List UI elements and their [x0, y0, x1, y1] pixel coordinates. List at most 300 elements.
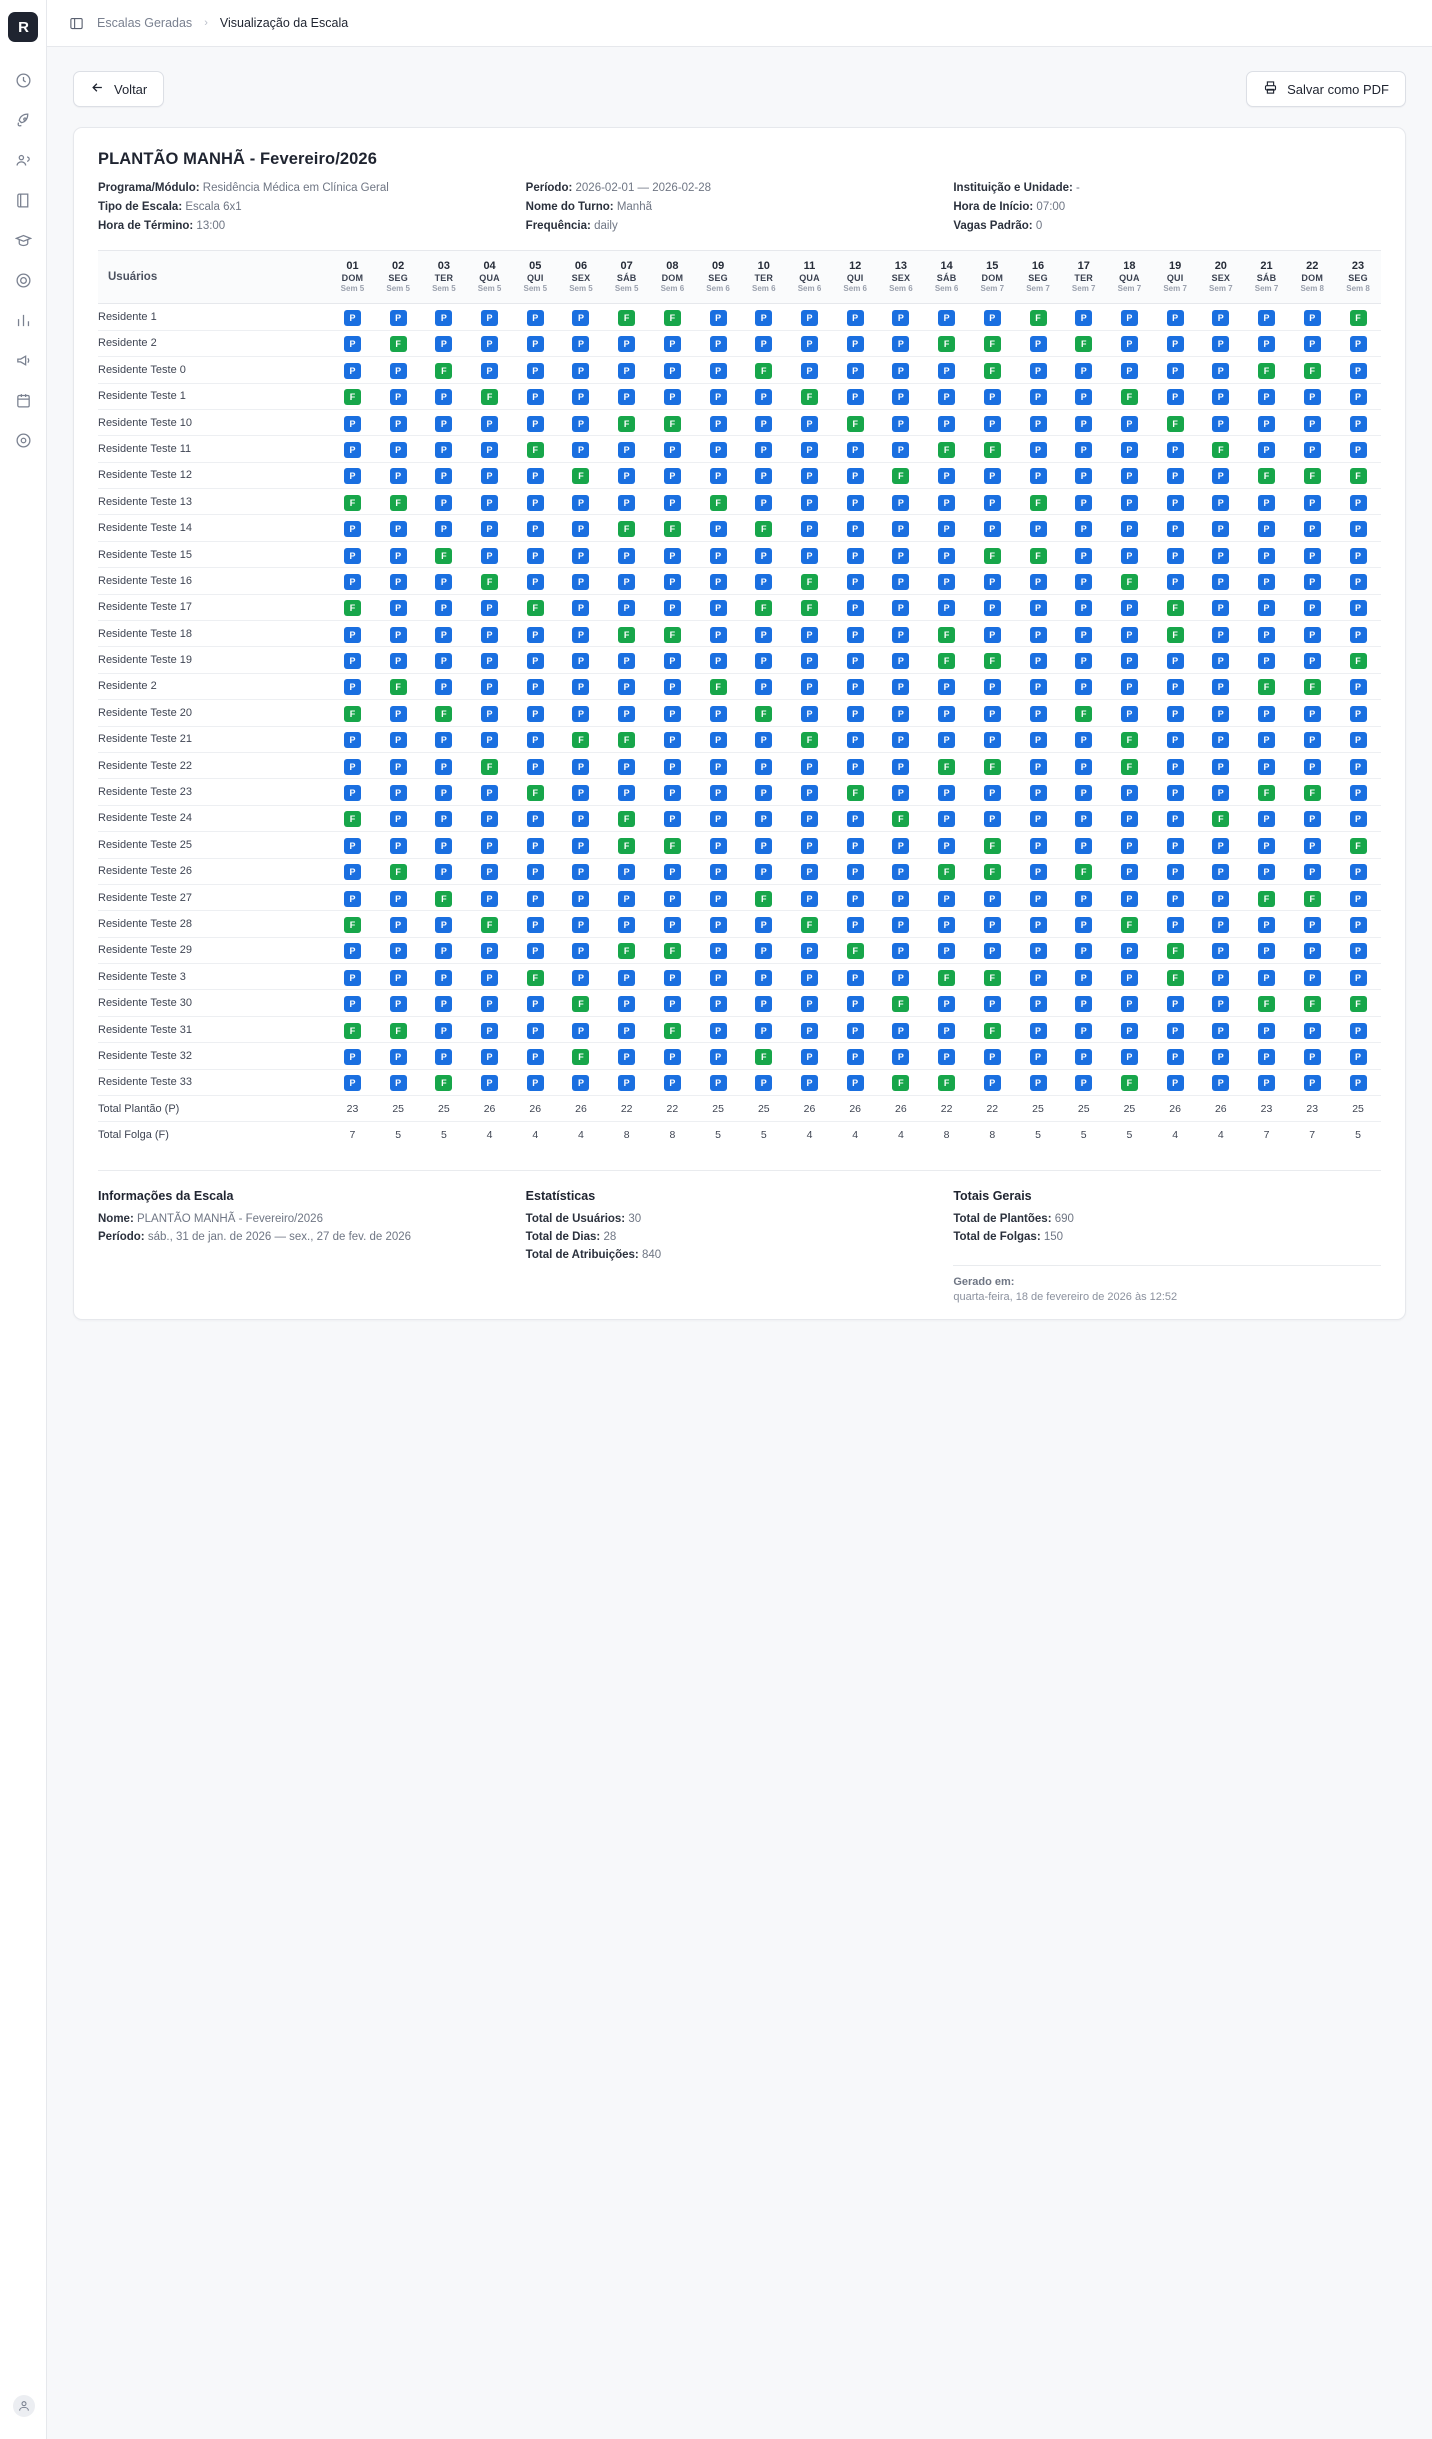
assignment-cell[interactable]: [330, 621, 376, 647]
assignment-cell[interactable]: [421, 964, 467, 990]
assignment-cell[interactable]: [558, 1016, 604, 1042]
assignment-cell[interactable]: [1198, 489, 1244, 515]
assignment-cell[interactable]: [330, 726, 376, 752]
assignment-cell[interactable]: [421, 1016, 467, 1042]
assignment-cell[interactable]: [558, 911, 604, 937]
assignment-cell[interactable]: [558, 858, 604, 884]
assignment-cell[interactable]: [558, 330, 604, 356]
assignment-cell[interactable]: [1289, 805, 1335, 831]
assignment-cell[interactable]: [787, 489, 833, 515]
assignment-cell[interactable]: [1107, 673, 1153, 699]
assignment-cell[interactable]: [969, 700, 1015, 726]
assignment-cell[interactable]: [1244, 805, 1290, 831]
assignment-cell[interactable]: [1107, 752, 1153, 778]
assignment-cell[interactable]: [1198, 621, 1244, 647]
assignment-cell[interactable]: [604, 779, 650, 805]
assignment-cell[interactable]: [695, 1043, 741, 1069]
target-icon[interactable]: [11, 268, 35, 292]
assignment-cell[interactable]: [1061, 568, 1107, 594]
assignment-cell[interactable]: [558, 515, 604, 541]
assignment-cell[interactable]: [467, 911, 513, 937]
assignment-cell[interactable]: [1152, 462, 1198, 488]
assignment-cell[interactable]: [1107, 1016, 1153, 1042]
assignment-cell[interactable]: [558, 832, 604, 858]
assignment-cell[interactable]: [969, 1069, 1015, 1095]
assignment-cell[interactable]: [421, 594, 467, 620]
assignment-cell[interactable]: [421, 726, 467, 752]
assignment-cell[interactable]: [695, 911, 741, 937]
assignment-cell[interactable]: [558, 937, 604, 963]
assignment-cell[interactable]: [375, 779, 421, 805]
assignment-cell[interactable]: [1335, 304, 1381, 330]
assignment-cell[interactable]: [1061, 383, 1107, 409]
assignment-cell[interactable]: [604, 383, 650, 409]
assignment-cell[interactable]: [924, 937, 970, 963]
assignment-cell[interactable]: [1107, 621, 1153, 647]
assignment-cell[interactable]: [969, 594, 1015, 620]
assignment-cell[interactable]: [1244, 436, 1290, 462]
assignment-cell[interactable]: [1152, 568, 1198, 594]
assignment-cell[interactable]: [604, 805, 650, 831]
assignment-cell[interactable]: [558, 673, 604, 699]
assignment-cell[interactable]: [1198, 568, 1244, 594]
assignment-cell[interactable]: [787, 884, 833, 910]
assignment-cell[interactable]: [1061, 673, 1107, 699]
assignment-cell[interactable]: [650, 858, 696, 884]
assignment-cell[interactable]: [1335, 1069, 1381, 1095]
assignment-cell[interactable]: [467, 832, 513, 858]
assignment-cell[interactable]: [1015, 330, 1061, 356]
assignment-cell[interactable]: [924, 1069, 970, 1095]
assignment-cell[interactable]: [467, 462, 513, 488]
assignment-cell[interactable]: [330, 673, 376, 699]
assignment-cell[interactable]: [604, 409, 650, 435]
assignment-cell[interactable]: [832, 330, 878, 356]
assignment-cell[interactable]: [1244, 594, 1290, 620]
assignment-cell[interactable]: [878, 304, 924, 330]
assignment-cell[interactable]: [558, 964, 604, 990]
assignment-cell[interactable]: [558, 489, 604, 515]
assignment-cell[interactable]: [467, 779, 513, 805]
assignment-cell[interactable]: [421, 911, 467, 937]
assignment-cell[interactable]: [1335, 911, 1381, 937]
assignment-cell[interactable]: [512, 436, 558, 462]
assignment-cell[interactable]: [878, 752, 924, 778]
assignment-cell[interactable]: [1152, 436, 1198, 462]
assignment-cell[interactable]: [650, 330, 696, 356]
assignment-cell[interactable]: [375, 357, 421, 383]
assignment-cell[interactable]: [650, 647, 696, 673]
assignment-cell[interactable]: [330, 990, 376, 1016]
assignment-cell[interactable]: [650, 568, 696, 594]
assignment-cell[interactable]: [1107, 964, 1153, 990]
assignment-cell[interactable]: [1289, 700, 1335, 726]
assignment-cell[interactable]: [1289, 990, 1335, 1016]
assignment-cell[interactable]: [1152, 726, 1198, 752]
assignment-cell[interactable]: [787, 1016, 833, 1042]
assignment-cell[interactable]: [375, 594, 421, 620]
assignment-cell[interactable]: [1015, 304, 1061, 330]
assignment-cell[interactable]: [1244, 937, 1290, 963]
assignment-cell[interactable]: [741, 1069, 787, 1095]
assignment-cell[interactable]: [1289, 1016, 1335, 1042]
assignment-cell[interactable]: [695, 858, 741, 884]
assignment-cell[interactable]: [330, 330, 376, 356]
assignment-cell[interactable]: [650, 911, 696, 937]
assignment-cell[interactable]: [604, 990, 650, 1016]
app-logo[interactable]: R: [8, 12, 38, 42]
assignment-cell[interactable]: [741, 489, 787, 515]
assignment-cell[interactable]: [512, 726, 558, 752]
assignment-cell[interactable]: [467, 726, 513, 752]
assignment-cell[interactable]: [512, 489, 558, 515]
assignment-cell[interactable]: [1015, 357, 1061, 383]
assignment-cell[interactable]: [924, 515, 970, 541]
assignment-cell[interactable]: [604, 462, 650, 488]
assignment-cell[interactable]: [1289, 726, 1335, 752]
assignment-cell[interactable]: [467, 357, 513, 383]
assignment-cell[interactable]: [421, 647, 467, 673]
assignment-cell[interactable]: [1152, 779, 1198, 805]
assignment-cell[interactable]: [1015, 1069, 1061, 1095]
assignment-cell[interactable]: [1289, 647, 1335, 673]
assignment-cell[interactable]: [1244, 726, 1290, 752]
assignment-cell[interactable]: [1015, 752, 1061, 778]
assignment-cell[interactable]: [1244, 357, 1290, 383]
assignment-cell[interactable]: [1289, 436, 1335, 462]
assignment-cell[interactable]: [695, 436, 741, 462]
assignment-cell[interactable]: [741, 726, 787, 752]
assignment-cell[interactable]: [1289, 568, 1335, 594]
assignment-cell[interactable]: [558, 409, 604, 435]
assignment-cell[interactable]: [695, 884, 741, 910]
assignment-cell[interactable]: [375, 621, 421, 647]
assignment-cell[interactable]: [1244, 752, 1290, 778]
assignment-cell[interactable]: [741, 357, 787, 383]
assignment-cell[interactable]: [832, 1016, 878, 1042]
assignment-cell[interactable]: [969, 568, 1015, 594]
assignment-cell[interactable]: [1061, 357, 1107, 383]
assignment-cell[interactable]: [695, 990, 741, 1016]
assignment-cell[interactable]: [695, 647, 741, 673]
assignment-cell[interactable]: [878, 594, 924, 620]
assignment-cell[interactable]: [650, 304, 696, 330]
assignment-cell[interactable]: [741, 515, 787, 541]
assignment-cell[interactable]: [969, 832, 1015, 858]
assignment-cell[interactable]: [787, 752, 833, 778]
assignment-cell[interactable]: [375, 937, 421, 963]
assignment-cell[interactable]: [512, 937, 558, 963]
assignment-cell[interactable]: [330, 383, 376, 409]
assignment-cell[interactable]: [604, 1043, 650, 1069]
assignment-cell[interactable]: [1198, 462, 1244, 488]
assignment-cell[interactable]: [924, 858, 970, 884]
assignment-cell[interactable]: [787, 568, 833, 594]
assignment-cell[interactable]: [695, 304, 741, 330]
assignment-cell[interactable]: [741, 990, 787, 1016]
assignment-cell[interactable]: [695, 594, 741, 620]
assignment-cell[interactable]: [741, 752, 787, 778]
panel-toggle-icon[interactable]: [67, 14, 85, 32]
assignment-cell[interactable]: [1198, 541, 1244, 567]
assignment-cell[interactable]: [1152, 1069, 1198, 1095]
assignment-cell[interactable]: [650, 489, 696, 515]
assignment-cell[interactable]: [330, 752, 376, 778]
assignment-cell[interactable]: [604, 568, 650, 594]
assignment-cell[interactable]: [330, 489, 376, 515]
assignment-cell[interactable]: [1335, 357, 1381, 383]
assignment-cell[interactable]: [1198, 779, 1244, 805]
assignment-cell[interactable]: [1015, 911, 1061, 937]
assignment-cell[interactable]: [558, 568, 604, 594]
assignment-cell[interactable]: [1107, 832, 1153, 858]
assignment-cell[interactable]: [695, 330, 741, 356]
assignment-cell[interactable]: [421, 304, 467, 330]
assignment-cell[interactable]: [375, 436, 421, 462]
assignment-cell[interactable]: [695, 726, 741, 752]
assignment-cell[interactable]: [1107, 990, 1153, 1016]
assignment-cell[interactable]: [695, 541, 741, 567]
users-icon[interactable]: [11, 148, 35, 172]
assignment-cell[interactable]: [1061, 489, 1107, 515]
assignment-cell[interactable]: [1289, 884, 1335, 910]
assignment-cell[interactable]: [330, 964, 376, 990]
assignment-cell[interactable]: [467, 489, 513, 515]
assignment-cell[interactable]: [1198, 436, 1244, 462]
assignment-cell[interactable]: [832, 752, 878, 778]
assignment-cell[interactable]: [878, 911, 924, 937]
assignment-cell[interactable]: [1335, 409, 1381, 435]
assignment-cell[interactable]: [558, 357, 604, 383]
assignment-cell[interactable]: [741, 700, 787, 726]
assignment-cell[interactable]: [1198, 357, 1244, 383]
assignment-cell[interactable]: [924, 489, 970, 515]
assignment-cell[interactable]: [787, 1043, 833, 1069]
user-avatar-icon[interactable]: [13, 2395, 35, 2417]
assignment-cell[interactable]: [741, 541, 787, 567]
assignment-cell[interactable]: [787, 621, 833, 647]
assignment-cell[interactable]: [375, 1069, 421, 1095]
assignment-cell[interactable]: [787, 541, 833, 567]
assignment-cell[interactable]: [878, 1069, 924, 1095]
assignment-cell[interactable]: [695, 409, 741, 435]
assignment-cell[interactable]: [375, 1016, 421, 1042]
assignment-cell[interactable]: [1107, 911, 1153, 937]
assignment-cell[interactable]: [330, 911, 376, 937]
assignment-cell[interactable]: [832, 700, 878, 726]
assignment-cell[interactable]: [878, 937, 924, 963]
assignment-cell[interactable]: [330, 304, 376, 330]
assignment-cell[interactable]: [969, 858, 1015, 884]
assignment-cell[interactable]: [512, 541, 558, 567]
assignment-cell[interactable]: [1152, 383, 1198, 409]
assignment-cell[interactable]: [969, 726, 1015, 752]
assignment-cell[interactable]: [832, 858, 878, 884]
settings-circle-icon[interactable]: [11, 428, 35, 452]
assignment-cell[interactable]: [375, 568, 421, 594]
assignment-cell[interactable]: [467, 568, 513, 594]
assignment-cell[interactable]: [741, 647, 787, 673]
assignment-cell[interactable]: [878, 489, 924, 515]
assignment-cell[interactable]: [467, 964, 513, 990]
assignment-cell[interactable]: [1152, 752, 1198, 778]
assignment-cell[interactable]: [1244, 383, 1290, 409]
assignment-cell[interactable]: [1015, 647, 1061, 673]
assignment-cell[interactable]: [1107, 937, 1153, 963]
assignment-cell[interactable]: [650, 726, 696, 752]
assignment-cell[interactable]: [421, 752, 467, 778]
assignment-cell[interactable]: [832, 568, 878, 594]
assignment-cell[interactable]: [1335, 594, 1381, 620]
assignment-cell[interactable]: [558, 541, 604, 567]
assignment-cell[interactable]: [787, 964, 833, 990]
assignment-cell[interactable]: [1244, 1043, 1290, 1069]
assignment-cell[interactable]: [924, 330, 970, 356]
assignment-cell[interactable]: [832, 462, 878, 488]
assignment-cell[interactable]: [1198, 383, 1244, 409]
assignment-cell[interactable]: [924, 805, 970, 831]
assignment-cell[interactable]: [787, 515, 833, 541]
assignment-cell[interactable]: [1015, 436, 1061, 462]
assignment-cell[interactable]: [1061, 1016, 1107, 1042]
assignment-cell[interactable]: [695, 515, 741, 541]
assignment-cell[interactable]: [604, 541, 650, 567]
assignment-cell[interactable]: [1244, 858, 1290, 884]
assignment-cell[interactable]: [1107, 436, 1153, 462]
assignment-cell[interactable]: [650, 673, 696, 699]
assignment-cell[interactable]: [787, 911, 833, 937]
assignment-cell[interactable]: [695, 357, 741, 383]
assignment-cell[interactable]: [512, 515, 558, 541]
assignment-cell[interactable]: [1289, 489, 1335, 515]
assignment-cell[interactable]: [878, 1016, 924, 1042]
assignment-cell[interactable]: [832, 884, 878, 910]
assignment-cell[interactable]: [1152, 1016, 1198, 1042]
assignment-cell[interactable]: [1198, 964, 1244, 990]
assignment-cell[interactable]: [512, 858, 558, 884]
assignment-cell[interactable]: [375, 726, 421, 752]
assignment-cell[interactable]: [467, 937, 513, 963]
assignment-cell[interactable]: [1335, 832, 1381, 858]
assignment-cell[interactable]: [1335, 752, 1381, 778]
assignment-cell[interactable]: [650, 515, 696, 541]
assignment-cell[interactable]: [512, 357, 558, 383]
assignment-cell[interactable]: [695, 752, 741, 778]
assignment-cell[interactable]: [1107, 700, 1153, 726]
assignment-cell[interactable]: [467, 594, 513, 620]
assignment-cell[interactable]: [1061, 884, 1107, 910]
assignment-cell[interactable]: [1061, 700, 1107, 726]
assignment-cell[interactable]: [1107, 884, 1153, 910]
assignment-cell[interactable]: [330, 462, 376, 488]
assignment-cell[interactable]: [878, 726, 924, 752]
assignment-cell[interactable]: [1289, 858, 1335, 884]
assignment-cell[interactable]: [924, 779, 970, 805]
assignment-cell[interactable]: [1061, 937, 1107, 963]
assignment-cell[interactable]: [1152, 858, 1198, 884]
assignment-cell[interactable]: [1015, 568, 1061, 594]
assignment-cell[interactable]: [924, 700, 970, 726]
assignment-cell[interactable]: [878, 357, 924, 383]
assignment-cell[interactable]: [832, 805, 878, 831]
assignment-cell[interactable]: [1244, 911, 1290, 937]
assignment-cell[interactable]: [878, 436, 924, 462]
assignment-cell[interactable]: [741, 673, 787, 699]
assignment-cell[interactable]: [512, 673, 558, 699]
assignment-cell[interactable]: [467, 383, 513, 409]
assignment-cell[interactable]: [1107, 647, 1153, 673]
assignment-cell[interactable]: [878, 647, 924, 673]
assignment-cell[interactable]: [1015, 594, 1061, 620]
assignment-cell[interactable]: [512, 805, 558, 831]
assignment-cell[interactable]: [1244, 541, 1290, 567]
assignment-cell[interactable]: [421, 330, 467, 356]
assignment-cell[interactable]: [512, 832, 558, 858]
assignment-cell[interactable]: [1061, 462, 1107, 488]
assignment-cell[interactable]: [604, 330, 650, 356]
assignment-cell[interactable]: [512, 304, 558, 330]
assignment-cell[interactable]: [878, 1043, 924, 1069]
assignment-cell[interactable]: [1198, 647, 1244, 673]
save-as-pdf-button[interactable]: [1246, 71, 1406, 107]
assignment-cell[interactable]: [558, 884, 604, 910]
assignment-cell[interactable]: [467, 330, 513, 356]
assignment-cell[interactable]: [1107, 594, 1153, 620]
assignment-cell[interactable]: [512, 911, 558, 937]
assignment-cell[interactable]: [421, 937, 467, 963]
assignment-cell[interactable]: [1198, 594, 1244, 620]
assignment-cell[interactable]: [1198, 858, 1244, 884]
assignment-cell[interactable]: [421, 436, 467, 462]
assignment-cell[interactable]: [512, 330, 558, 356]
assignment-cell[interactable]: [1107, 330, 1153, 356]
assignment-cell[interactable]: [1244, 1069, 1290, 1095]
assignment-cell[interactable]: [969, 357, 1015, 383]
assignment-cell[interactable]: [1289, 594, 1335, 620]
assignment-cell[interactable]: [467, 884, 513, 910]
assignment-cell[interactable]: [330, 515, 376, 541]
assignment-cell[interactable]: [604, 937, 650, 963]
assignment-cell[interactable]: [604, 1069, 650, 1095]
assignment-cell[interactable]: [604, 964, 650, 990]
assignment-cell[interactable]: [604, 726, 650, 752]
assignment-cell[interactable]: [650, 779, 696, 805]
graduation-cap-icon[interactable]: [11, 228, 35, 252]
assignment-cell[interactable]: [421, 515, 467, 541]
assignment-cell[interactable]: [1107, 383, 1153, 409]
assignment-cell[interactable]: [878, 700, 924, 726]
assignment-cell[interactable]: [604, 832, 650, 858]
assignment-cell[interactable]: [832, 489, 878, 515]
assignment-cell[interactable]: [787, 858, 833, 884]
assignment-cell[interactable]: [1061, 594, 1107, 620]
calendar-icon[interactable]: [11, 388, 35, 412]
assignment-cell[interactable]: [1198, 832, 1244, 858]
assignment-cell[interactable]: [467, 1016, 513, 1042]
assignment-cell[interactable]: [375, 911, 421, 937]
assignment-cell[interactable]: [1289, 515, 1335, 541]
assignment-cell[interactable]: [1015, 779, 1061, 805]
assignment-cell[interactable]: [741, 462, 787, 488]
assignment-cell[interactable]: [375, 304, 421, 330]
assignment-cell[interactable]: [1015, 990, 1061, 1016]
assignment-cell[interactable]: [695, 383, 741, 409]
assignment-cell[interactable]: [604, 489, 650, 515]
assignment-cell[interactable]: [787, 330, 833, 356]
assignment-cell[interactable]: [695, 568, 741, 594]
assignment-cell[interactable]: [1152, 304, 1198, 330]
assignment-cell[interactable]: [924, 647, 970, 673]
